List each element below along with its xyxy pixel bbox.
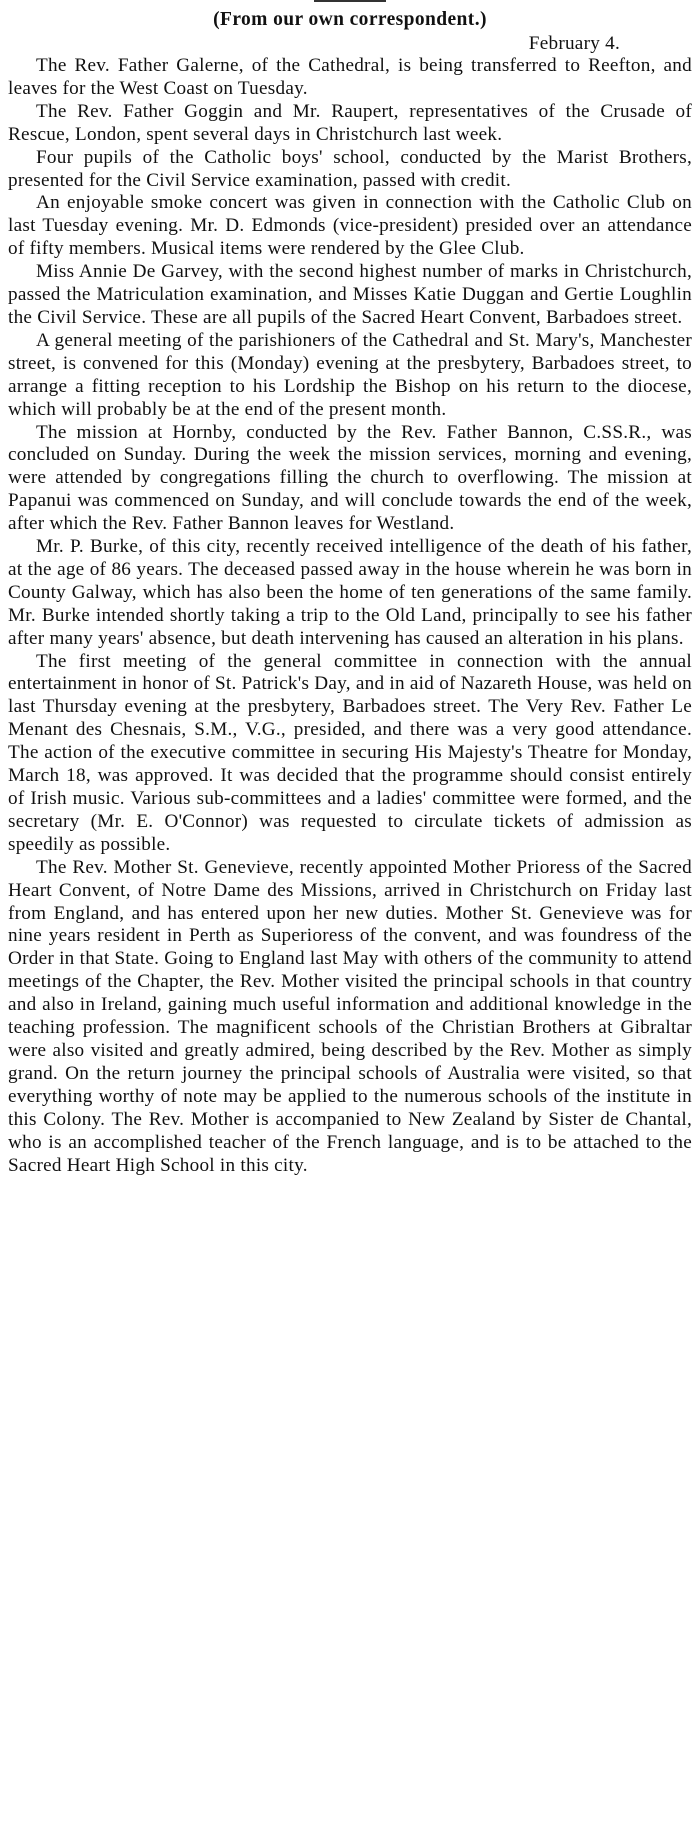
paragraph-parish-meeting: A general meeting of the parishioners of the Cathedral and St. Mary's, Manchester street, is convened for this (Monday) evening at the presbytery, Barbadoes street, to arrange a fitting reception to his Lordship the Bishop on his return to the diocese, which will probably be at the end of the present month.: [8, 329, 692, 420]
paragraph-burke-bereavement: Mr. P. Burke, of this city, recently received intelligence of the death of his father, at the age of 86 years. The deceased passed away in the house wherein he was born in County Galway, which has also been the home of ten generations of the same family. Mr. Burke intended shortly taking a trip to the Old Land, principally to see his father after many years' absence, but death intervening has caused an alteration in his plans.: [8, 536, 692, 649]
paragraph-galerne-transfer: The Rev. Father Galerne, of the Cathedral, is being transferred to Reefton, and leaves for the West Coast on Tuesday.: [8, 55, 692, 99]
paragraph-hornby-mission: The mission at Hornby, conducted by the Rev. Father Bannon, C.SS.R., was concluded on Sunday. During the week the mission services, morning and evening, were attended by congregations filling the church to overflowing. The mission at Papanui was commenced on Sunday, and will conclude towards the end of the week, after which the Rev. Father Bannon leaves for Westland.: [8, 421, 692, 535]
paragraph-examination-passes: Miss Annie De Garvey, with the second highest number of marks in Christchurch, passed the Matriculation examination, and Misses Katie Duggan and Gertie Loughlin the Civil Service. These are all pupils of the Sacred Heart Convent, Barbadoes street.: [8, 261, 692, 328]
correspondent-byline: (From our own correspondent.): [213, 9, 487, 30]
paragraph-st-patricks-committee: The first meeting of the general committee in connection with the annual entertainment in honor of St. Patrick's Day, and in aid of Nazareth House, was held on last Thursday evening at the presbytery, Barbadoes street. The Very Rev. Father Le Menant des Chesnais, S.M., V.G., presided, and there was a very good attendance. The action of the executive committee in securing His Majesty's Theatre for Monday, March 18, was approved. It was decided that the programme should consist entirely of Irish music. Various sub-committees and a ladies' committee were formed, and the secretary (Mr. E. O'Connor) was requested to circulate tickets of admission as speedily as possible.: [8, 650, 692, 855]
paragraph-mother-genevieve: The Rev. Mother St. Genevieve, recently appointed Mother Prioress of the Sacred Heart Convent, of Notre Dame des Missions, arrived in Christchurch on Friday last from England, and has entered upon her new duties. Mother St. Genevieve was for nine years resident in Perth as Superioress of the convent, and was foundress of the Order in that State. Going to England last May with others of the community to attend meetings of the Chapter, the Rev. Mother visited the principal schools in that country and also in Ireland, gaining much useful information and additional knowledge in the teaching profession. The magnificent schools of the Christian Brothers at Gibraltar were also visited and greatly admired, being described by the Rev. Mother as simply grand. On the return journey the principal schools of Australia were visited, so that everything worthy of note may be applied to the numerous schools of the institute in this Colony. The Rev. Mother is accompanied to New Zealand by Sister de Chantal, who is an accomplished teacher of the French language, and is to be attached to the Sacred Heart High School in this city.: [8, 856, 692, 1176]
paragraph-smoke-concert: An enjoyable smoke concert was given in connection with the Catholic Club on last Tuesday evening. Mr. D. Edmonds (vice-president) presided over an attendance of fifty members. Musical items were rendered by the Glee Club.: [8, 192, 692, 260]
column-top-rule: [314, 0, 386, 2]
paragraph-crusade-of-rescue: The Rev. Father Goggin and Mr. Raupert, representatives of the Crusade of Rescue, London, spent several days in Christchurch last week.: [8, 100, 692, 145]
paragraph-marist-pupils: Four pupils of the Catholic boys' school, conducted by the Marist Brothers, presented for the Civil Service examination, passed with credit.: [8, 146, 692, 191]
dateline: February 4.: [528, 33, 620, 54]
